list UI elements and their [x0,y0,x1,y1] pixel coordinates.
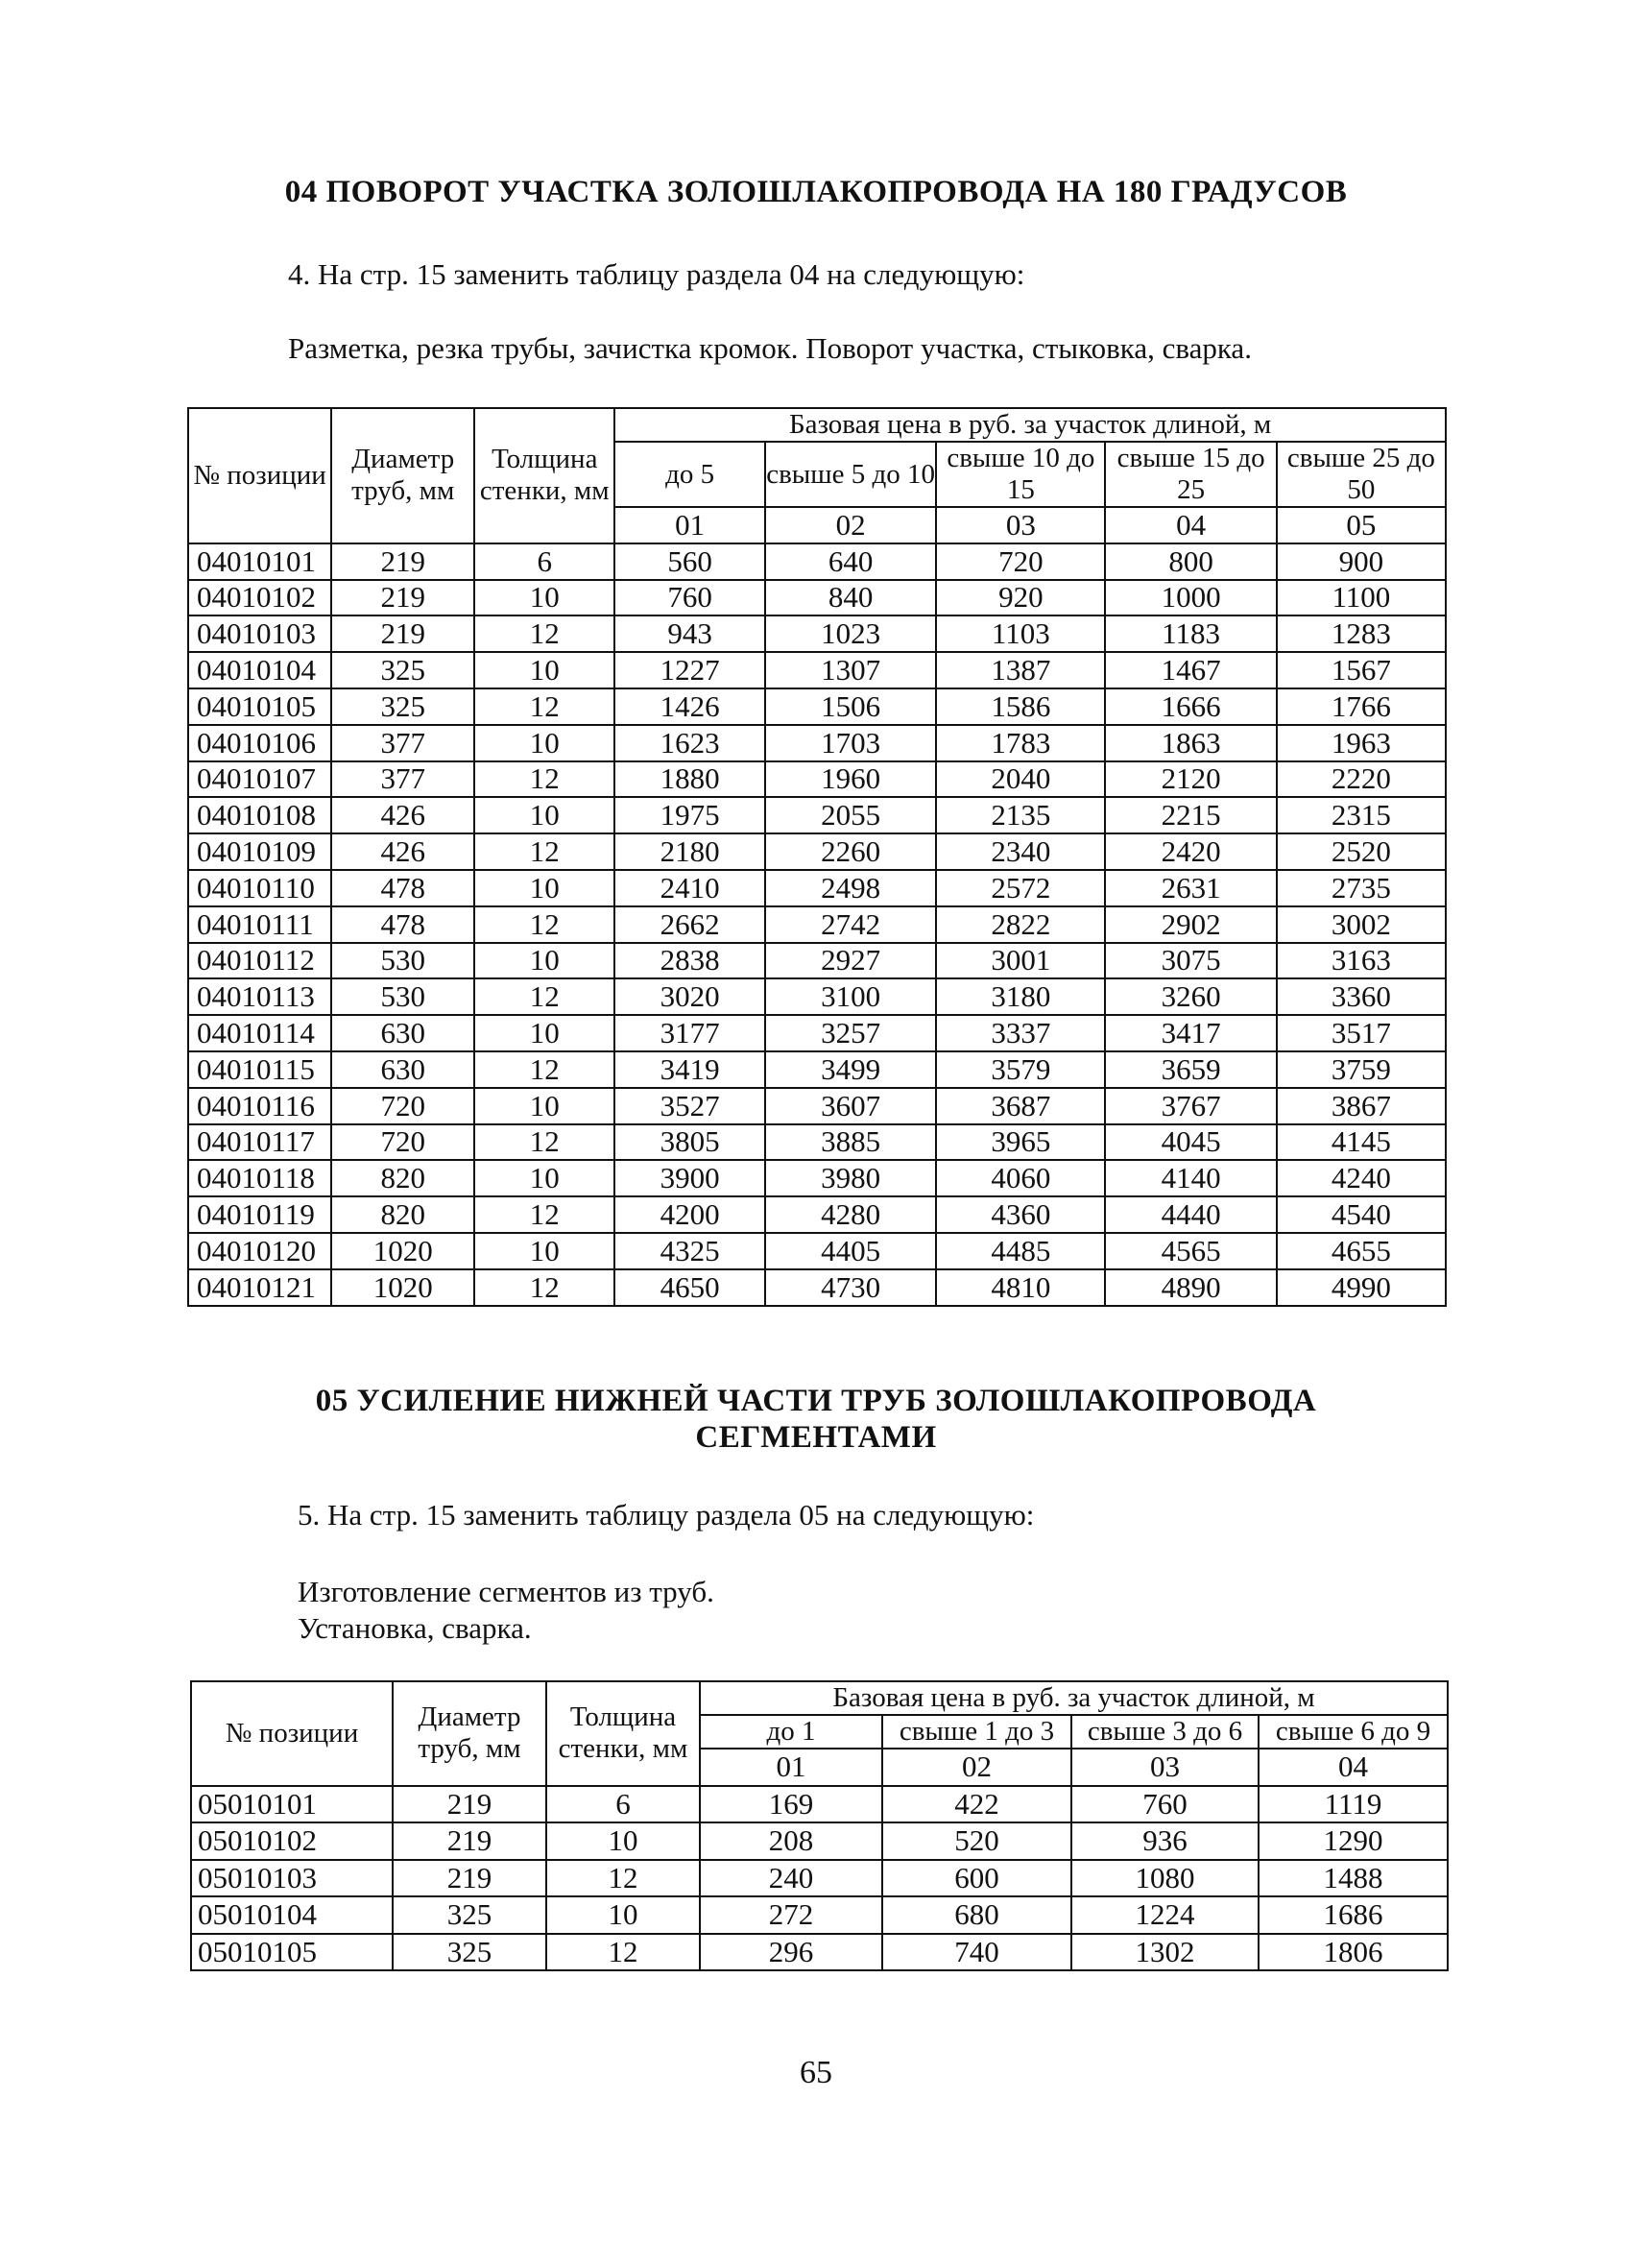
header-code: 05 [1277,507,1446,543]
price-cell: 1183 [1105,615,1276,652]
table-row [188,1196,1446,1233]
thickness-cell: 12 [474,978,614,1015]
table-row [188,978,1446,1015]
diameter-cell: 325 [331,652,474,688]
position-cell: 04010101 [188,543,331,580]
price-cell: 4405 [765,1233,936,1269]
table-row [191,1786,1448,1823]
diameter-cell: 478 [331,870,474,906]
header-diameter: Диаметр труб, мм [331,408,474,543]
header-position: № позиции [191,1681,393,1786]
price-cell: 2315 [1277,797,1446,833]
price-cell: 1224 [1071,1896,1259,1934]
price-cell: 2420 [1105,833,1276,870]
position-cell: 04010103 [188,615,331,652]
diameter-cell: 1020 [331,1269,474,1306]
price-cell: 1000 [1105,580,1276,616]
price-cell: 208 [700,1822,882,1860]
price-cell: 2822 [936,906,1105,943]
header-thickness: Толщина стенки, мм [474,408,614,543]
thickness-cell: 10 [474,1233,614,1269]
price-cell: 4280 [765,1196,936,1233]
diameter-cell: 478 [331,906,474,943]
price-cell: 4440 [1105,1196,1276,1233]
position-cell: 05010101 [191,1786,393,1823]
price-cell: 3867 [1277,1088,1446,1124]
price-cell: 2927 [765,943,936,979]
position-cell: 04010108 [188,797,331,833]
price-cell: 1806 [1259,1934,1448,1971]
thickness-cell: 12 [474,761,614,798]
diameter-cell: 219 [393,1822,546,1860]
diameter-cell: 219 [331,543,474,580]
thickness-cell: 10 [474,1160,614,1196]
price-cell: 272 [700,1896,882,1934]
table-row [188,1088,1446,1124]
price-cell: 3805 [614,1124,765,1161]
table-row [188,688,1446,725]
price-cell: 1863 [1105,725,1276,761]
price-cell: 920 [936,580,1105,616]
thickness-cell: 10 [546,1822,700,1860]
diameter-cell: 820 [331,1196,474,1233]
price-cell: 4045 [1105,1124,1276,1161]
price-cell: 3360 [1277,978,1446,1015]
table-row [188,580,1446,616]
table-row [188,761,1446,798]
price-cell: 4240 [1277,1160,1446,1196]
price-cell: 2902 [1105,906,1276,943]
diameter-cell: 630 [331,1051,474,1088]
header-price-group: Базовая цена в руб. за участок длиной, м [614,408,1446,442]
position-cell: 04010110 [188,870,331,906]
price-cell: 1586 [936,688,1105,725]
price-cell: 4890 [1105,1269,1276,1306]
table-row [188,1015,1446,1051]
price-cell: 2410 [614,870,765,906]
price-cell: 4990 [1277,1269,1446,1306]
price-cell: 1880 [614,761,765,798]
diameter-cell: 720 [331,1088,474,1124]
diameter-cell: 426 [331,833,474,870]
diameter-cell: 530 [331,943,474,979]
price-cell: 640 [765,543,936,580]
table-row [191,1934,1448,1971]
header-thickness: Толщина стенки, мм [546,1681,700,1786]
price-cell: 3100 [765,978,936,1015]
price-cell: 740 [882,1934,1071,1971]
position-cell: 04010111 [188,906,331,943]
price-cell: 1506 [765,688,936,725]
table-row [188,1160,1446,1196]
table-row [188,943,1446,979]
price-cell: 1387 [936,652,1105,688]
price-cell: 3075 [1105,943,1276,979]
diameter-cell: 1020 [331,1233,474,1269]
header-range: свыше 3 до 6 [1071,1715,1259,1749]
table-row [188,1233,1446,1269]
price-cell: 2040 [936,761,1105,798]
price-cell: 3885 [765,1124,936,1161]
table-row [188,725,1446,761]
price-cell: 1975 [614,797,765,833]
table-row [188,543,1446,580]
diameter-cell: 530 [331,978,474,1015]
price-cell: 4360 [936,1196,1105,1233]
price-cell: 3767 [1105,1088,1276,1124]
section-05-title-line1: 05 УСИЛЕНИЕ НИЖНЕЙ ЧАСТИ ТРУБ ЗОЛОШЛАКОПРОВОДА [315,1384,1317,1418]
position-cell: 04010121 [188,1269,331,1306]
section-04-price-table [187,407,1447,1307]
diameter-cell: 720 [331,1124,474,1161]
header-range: до 5 [614,442,765,507]
price-cell: 840 [765,580,936,616]
diameter-cell: 377 [331,725,474,761]
price-cell: 2735 [1277,870,1446,906]
header-range: свыше 25 до 50 [1277,442,1446,507]
price-cell: 1783 [936,725,1105,761]
diameter-cell: 426 [331,797,474,833]
price-cell: 4730 [765,1269,936,1306]
price-cell: 3163 [1277,943,1446,979]
position-cell: 04010115 [188,1051,331,1088]
table-row [188,1051,1446,1088]
price-cell: 3659 [1105,1051,1276,1088]
position-cell: 04010112 [188,943,331,979]
position-cell: 04010102 [188,580,331,616]
price-cell: 3177 [614,1015,765,1051]
price-cell: 1100 [1277,580,1446,616]
price-cell: 2498 [765,870,936,906]
price-cell: 4140 [1105,1160,1276,1196]
price-cell: 2260 [765,833,936,870]
price-cell: 1426 [614,688,765,725]
position-cell: 05010102 [191,1822,393,1860]
price-cell: 3607 [765,1088,936,1124]
header-range: свыше 5 до 10 [765,442,936,507]
price-cell: 3001 [936,943,1105,979]
header-code: 02 [882,1749,1071,1786]
price-cell: 2662 [614,906,765,943]
position-cell: 04010106 [188,725,331,761]
price-cell: 4565 [1105,1233,1276,1269]
thickness-cell: 12 [474,1269,614,1306]
price-cell: 2055 [765,797,936,833]
price-cell: 1283 [1277,615,1446,652]
header-code: 04 [1259,1749,1448,1786]
price-cell: 4655 [1277,1233,1446,1269]
price-cell: 3687 [936,1088,1105,1124]
position-cell: 04010113 [188,978,331,1015]
price-cell: 1766 [1277,688,1446,725]
header-code: 04 [1105,507,1276,543]
diameter-cell: 377 [331,761,474,798]
price-cell: 3980 [765,1160,936,1196]
price-cell: 1080 [1071,1860,1259,1897]
thickness-cell: 6 [474,543,614,580]
price-cell: 720 [936,543,1105,580]
header-range: свыше 1 до 3 [882,1715,1071,1749]
price-cell: 3417 [1105,1015,1276,1051]
price-cell: 3337 [936,1015,1105,1051]
header-code: 01 [614,507,765,543]
page-number: 65 [800,2055,832,2090]
price-cell: 1290 [1259,1822,1448,1860]
section-05-description-line2: Установка, сварка. [298,1611,532,1645]
thickness-cell: 12 [474,1051,614,1088]
position-cell: 04010116 [188,1088,331,1124]
price-cell: 3527 [614,1088,765,1124]
diameter-cell: 325 [331,688,474,725]
thickness-cell: 12 [474,615,614,652]
price-cell: 2180 [614,833,765,870]
price-cell: 3900 [614,1160,765,1196]
price-cell: 2215 [1105,797,1276,833]
thickness-cell: 12 [546,1860,700,1897]
header-range: до 1 [700,1715,882,1749]
header-range: свыше 15 до 25 [1105,442,1276,507]
table-row [188,652,1446,688]
diameter-cell: 219 [393,1860,546,1897]
table-row [188,833,1446,870]
price-cell: 240 [700,1860,882,1897]
price-cell: 3499 [765,1051,936,1088]
price-cell: 1307 [765,652,936,688]
table-row [191,1860,1448,1897]
price-cell: 520 [882,1822,1071,1860]
price-cell: 1119 [1259,1786,1448,1823]
header-code: 01 [700,1749,882,1786]
thickness-cell: 10 [474,797,614,833]
position-cell: 04010109 [188,833,331,870]
price-cell: 1302 [1071,1934,1259,1971]
price-cell: 1567 [1277,652,1446,688]
position-cell: 05010104 [191,1896,393,1934]
price-cell: 169 [700,1786,882,1823]
position-cell: 04010104 [188,652,331,688]
section-05-title [230,1383,1402,1456]
position-cell: 04010119 [188,1196,331,1233]
price-cell: 1703 [765,725,936,761]
thickness-cell: 12 [474,1196,614,1233]
header-code: 03 [1071,1749,1259,1786]
thickness-cell: 10 [474,870,614,906]
table-row [188,870,1446,906]
section-05-description-line1: Изготовление сегментов из труб. [298,1575,714,1608]
price-cell: 2631 [1105,870,1276,906]
thickness-cell: 10 [474,725,614,761]
table-row [188,1269,1446,1306]
price-cell: 4540 [1277,1196,1446,1233]
thickness-cell: 12 [474,1124,614,1161]
thickness-cell: 12 [546,1934,700,1971]
thickness-cell: 12 [474,906,614,943]
price-cell: 3180 [936,978,1105,1015]
price-cell: 1023 [765,615,936,652]
price-cell: 2742 [765,906,936,943]
position-cell: 04010117 [188,1124,331,1161]
price-cell: 4485 [936,1233,1105,1269]
section-04-title: 04 ПОВОРОТ УЧАСТКА ЗОЛОШЛАКОПРОВОДА НА 180 ГРАДУСОВ [284,175,1348,209]
header-code: 03 [936,507,1105,543]
diameter-cell: 325 [393,1896,546,1934]
table-row [188,1124,1446,1161]
price-cell: 3965 [936,1124,1105,1161]
price-cell: 2220 [1277,761,1446,798]
price-cell: 936 [1071,1822,1259,1860]
position-cell: 04010107 [188,761,331,798]
diameter-cell: 219 [393,1786,546,1823]
header-position: № позиции [188,408,331,543]
thickness-cell: 12 [474,833,614,870]
section-05-title-line2: СЕГМЕНТАМИ [695,1420,937,1455]
price-cell: 3260 [1105,978,1276,1015]
price-cell: 3002 [1277,906,1446,943]
thickness-cell: 10 [474,580,614,616]
price-cell: 3759 [1277,1051,1446,1088]
price-cell: 560 [614,543,765,580]
thickness-cell: 10 [474,1088,614,1124]
price-cell: 4200 [614,1196,765,1233]
section-04-instruction: 4. На стр. 15 заменить таблицу раздела 04 на следующую: [288,257,1025,291]
table-row [191,1896,1448,1934]
price-cell: 2520 [1277,833,1446,870]
price-cell: 2838 [614,943,765,979]
price-cell: 3020 [614,978,765,1015]
price-cell: 600 [882,1860,1071,1897]
price-cell: 3257 [765,1015,936,1051]
price-cell: 3419 [614,1051,765,1088]
table-row [191,1822,1448,1860]
header-price-group: Базовая цена в руб. за участок длиной, м [700,1681,1448,1715]
price-cell: 3579 [936,1051,1105,1088]
thickness-cell: 12 [474,688,614,725]
header-range: свыше 10 до 15 [936,442,1105,507]
position-cell: 05010103 [191,1860,393,1897]
price-cell: 4060 [936,1160,1105,1196]
price-cell: 760 [1071,1786,1259,1823]
price-cell: 680 [882,1896,1071,1934]
price-cell: 900 [1277,543,1446,580]
section-04-description: Разметка, резка трубы, зачистка кромок. Поворот участка, стыковка, сварка. [288,331,1252,365]
position-cell: 04010118 [188,1160,331,1196]
price-cell: 4650 [614,1269,765,1306]
price-cell: 1686 [1259,1896,1448,1934]
thickness-cell: 10 [474,1015,614,1051]
price-cell: 1488 [1259,1860,1448,1897]
header-diameter: Диаметр труб, мм [393,1681,546,1786]
diameter-cell: 219 [331,580,474,616]
position-cell: 05010105 [191,1934,393,1971]
header-code: 02 [765,507,936,543]
table-row [188,797,1446,833]
position-cell: 04010120 [188,1233,331,1269]
price-cell: 1227 [614,652,765,688]
price-cell: 4145 [1277,1124,1446,1161]
thickness-cell: 10 [474,943,614,979]
price-cell: 2340 [936,833,1105,870]
position-cell: 04010114 [188,1015,331,1051]
price-cell: 1103 [936,615,1105,652]
price-cell: 1963 [1277,725,1446,761]
price-cell: 422 [882,1786,1071,1823]
price-cell: 2135 [936,797,1105,833]
header-range: свыше 6 до 9 [1259,1715,1448,1749]
diameter-cell: 630 [331,1015,474,1051]
price-cell: 1666 [1105,688,1276,725]
price-cell: 1467 [1105,652,1276,688]
diameter-cell: 219 [331,615,474,652]
price-cell: 3517 [1277,1015,1446,1051]
diameter-cell: 325 [393,1934,546,1971]
price-cell: 4325 [614,1233,765,1269]
price-cell: 760 [614,580,765,616]
price-cell: 4810 [936,1269,1105,1306]
section-05-instruction: 5. На стр. 15 заменить таблицу раздела 05 на следующую: [298,1498,1035,1532]
price-cell: 1960 [765,761,936,798]
price-cell: 1623 [614,725,765,761]
thickness-cell: 10 [474,652,614,688]
thickness-cell: 6 [546,1786,700,1823]
section-05-price-table [190,1680,1449,1971]
table-row [188,615,1446,652]
price-cell: 2120 [1105,761,1276,798]
thickness-cell: 10 [546,1896,700,1934]
price-cell: 800 [1105,543,1276,580]
table-row [188,906,1446,943]
price-cell: 2572 [936,870,1105,906]
price-cell: 296 [700,1934,882,1971]
price-cell: 943 [614,615,765,652]
diameter-cell: 820 [331,1160,474,1196]
position-cell: 04010105 [188,688,331,725]
